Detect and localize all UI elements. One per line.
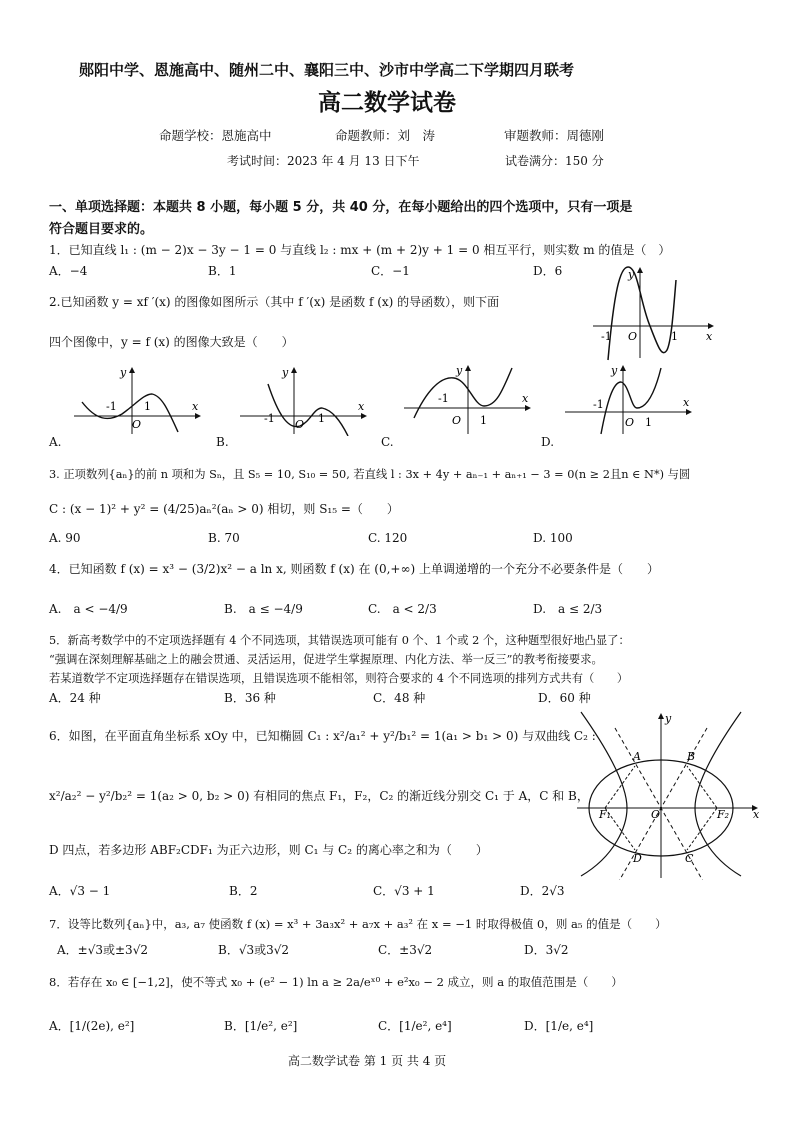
tick-1: 1	[671, 330, 678, 343]
svg-text:x: x	[683, 396, 690, 409]
svg-text:C: C	[685, 852, 694, 865]
svg-text:y: y	[282, 366, 289, 379]
question-5-line2: “强调在深刻理解基础之上的融会贯通、灵活运用，促进学生掌握原理、内化方法、举一反三”的教考衔接要求。	[49, 653, 603, 666]
svg-text:A: A	[633, 750, 641, 763]
q7-option-d: D．3√2	[524, 943, 569, 957]
question-5-line1: 5．新高考数学中的不定项选择题有 4 个不同选项，其错误选项可能有 0 个、1 个或 2 个，这种题型很好地凸显了：	[49, 634, 630, 647]
svg-text:x: x	[192, 400, 199, 413]
q5-option-b: B．36 种	[224, 691, 276, 705]
q1-option-b: B．1	[208, 264, 237, 278]
q6-option-b: B．2	[229, 884, 258, 898]
q6-option-a: A．√3 − 1	[49, 884, 111, 898]
y-label: y	[628, 268, 635, 281]
q8-option-a: A．[1/(2e), e²]	[49, 1019, 135, 1033]
q4-option-a: A. a < −4/9	[49, 602, 128, 616]
svg-text:O: O	[625, 416, 635, 429]
svg-text:y: y	[120, 366, 127, 379]
question-2-line2: 四个图像中，y = f (x) 的图像大致是（ ）	[49, 335, 294, 349]
svg-text:1: 1	[144, 400, 151, 413]
q5-option-a: A．24 种	[49, 691, 101, 705]
q8-option-d: D．[1/e, e⁴]	[524, 1019, 594, 1033]
question-6-line1: 6．如图，在平面直角坐标系 xOy 中，已知椭圆 C₁ : x²/a₁² + y²/b₁² = 1(a₁ > b₁ > 0) 与双曲线 C₂ :	[49, 729, 596, 743]
q7-option-b: B．√3或3√2	[218, 943, 290, 957]
q6-option-c: C．√3 + 1	[373, 884, 435, 898]
q3-option-b: B. 70	[208, 531, 240, 545]
svg-text:O: O	[295, 418, 305, 431]
question-6-line3: D 四点，若多边形 ABF₂CDF₁ 为正六边形，则 C₁ 与 C₂ 的离心率之和为（ ）	[49, 843, 488, 857]
q2-option-b: B.	[216, 435, 229, 449]
q2-graph-a	[72, 364, 212, 436]
q4-option-d: D. a ≤ 2/3	[533, 602, 603, 616]
svg-text:-1: -1	[593, 398, 604, 411]
question-1: 1．已知直线 l₁ : (m − 2)x − 3y − 1 = 0 与直线 l₂ : mx + (m + 2)y + 1 = 0 相互平行，则实数 m 的值是（ ）	[49, 243, 671, 257]
origin-label: O	[628, 330, 638, 343]
question-2-line1: 2.已知函数 y = xf ′(x) 的图像如图所示（其中 f ′(x) 是函数 f (x) 的导函数），则下面	[49, 295, 500, 309]
svg-text:y: y	[665, 712, 672, 725]
svg-text:F₂: F₂	[717, 808, 730, 821]
x-label: x	[706, 330, 713, 343]
q1-option-d: D．6	[533, 264, 563, 278]
svg-text:x: x	[522, 392, 529, 405]
svg-text:D: D	[633, 852, 642, 865]
q2-graph-c	[402, 362, 542, 436]
q7-option-a: A．±√3或±3√2	[57, 943, 148, 957]
q6-option-d: D．2√3	[520, 884, 565, 898]
page-footer: 高二数学试卷 第 1 页 共 4 页	[288, 1054, 447, 1068]
question-3-line1: 3. 正项数列{aₙ}的前 n 项和为 Sₙ，且 S₅ = 10, S₁₀ = 50, 若直线 l : 3x + 4y + aₙ₋₁ + aₙ₊₁ − 3 = 0(n ≥ 2且n ∈ N*) 与圆	[49, 468, 691, 481]
q3-option-c: C. 120	[368, 531, 408, 545]
exam-time: 考试时间：2023 年 4 月 13 日下午	[227, 154, 420, 168]
q4-option-c: C. a < 2/3	[368, 602, 437, 616]
q3-option-a: A. 90	[49, 531, 81, 545]
setter-teacher: 命题教师：刘 涛	[335, 128, 436, 143]
exam-subtitle: 高二数学试卷	[318, 90, 456, 116]
svg-text:O: O	[651, 808, 661, 821]
q5-option-c: C．48 种	[373, 691, 426, 705]
svg-text:F₁: F₁	[599, 808, 612, 821]
q2-option-a: A.	[49, 435, 62, 449]
svg-text:-1: -1	[264, 412, 275, 425]
exam-score: 试卷满分：150 分	[505, 154, 604, 168]
curve	[608, 267, 676, 360]
q3-option-d: D. 100	[533, 531, 573, 545]
q2-option-d: D.	[541, 435, 555, 449]
svg-text:B: B	[687, 750, 696, 763]
q8-option-c: C．[1/e², e⁴]	[378, 1019, 452, 1033]
question-4: 4．已知函数 f (x) = x³ − (3/2)x² − a ln x, 则函数 f (x) 在 (0,+∞) 上单调递增的一个充分不必要条件是（ ）	[49, 562, 659, 576]
question-6-line2: x²/a₂² − y²/b₂² = 1(a₂ > 0, b₂ > 0) 有相同的焦点 F₁，F₂，C₂ 的渐近线分别交 C₁ 于 A，C 和 B，	[49, 789, 589, 803]
section-heading: 一、单项选择题：本题共 8 小题，每小题 5 分，共 40 分，在每小题给出的四个选项中，只有一项是	[49, 200, 633, 215]
q1-option-c: C．−1	[371, 264, 410, 278]
svg-text:1: 1	[480, 414, 487, 427]
question-5-line3: 若某道数学不定项选择题存在错误选项，且错误选项不能相邻，则符合要求的 4 个不同选项的排列方式共有（ ）	[49, 672, 629, 685]
q2-reference-graph	[588, 262, 728, 362]
question-3-line2: C : (x − 1)² + y² = (4/25)aₙ²(aₙ > 0) 相切，则 S₁₅ =（ ）	[49, 502, 399, 516]
q4-option-b: B. a ≤ −4/9	[224, 602, 303, 616]
svg-text:x: x	[358, 400, 365, 413]
question-8: 8．若存在 x₀ ∈ [−1,2]，使不等式 x₀ + (e² − 1) ln a ≥ 2a/eˣ⁰ + e²x₀ − 2 成立，则 a 的取值范围是（ ）	[49, 975, 623, 989]
svg-text:O: O	[452, 414, 462, 427]
reviewer-teacher: 审题教师：周德刚	[504, 128, 605, 143]
svg-text:1: 1	[318, 412, 325, 425]
q1-option-a: A．−4	[49, 264, 88, 278]
tick-neg1: -1	[601, 330, 612, 343]
question-7: 7．设等比数列{aₙ}中，a₃, a₇ 使函数 f (x) = x³ + 3a₃x² + a₇x + a₃² 在 x = −1 时取得极值 0，则 a₅ 的值是（ ）	[49, 917, 667, 931]
q2-graph-d	[563, 362, 703, 436]
q2-graph-b	[238, 364, 378, 436]
svg-text:-1: -1	[438, 392, 449, 405]
svg-text:y: y	[611, 364, 618, 377]
q5-option-d: D．60 种	[538, 691, 591, 705]
svg-text:1: 1	[645, 416, 652, 429]
q2-option-c: C.	[381, 435, 394, 449]
q6-ellipse-hyperbola-figure	[575, 710, 765, 880]
setter-school: 命题学校：恩施高中	[159, 128, 272, 143]
exam-header-title: 郧阳中学、恩施高中、随州二中、襄阳三中、沙市中学高二下学期四月联考	[79, 61, 575, 79]
svg-text:x: x	[753, 808, 760, 821]
svg-text:y: y	[456, 364, 463, 377]
svg-text:O: O	[132, 418, 142, 431]
q7-option-c: C．±3√2	[378, 943, 433, 957]
q8-option-b: B．[1/e², e²]	[224, 1019, 298, 1033]
section-heading-cont: 符合题目要求的。	[49, 222, 154, 237]
svg-text:-1: -1	[106, 400, 117, 413]
